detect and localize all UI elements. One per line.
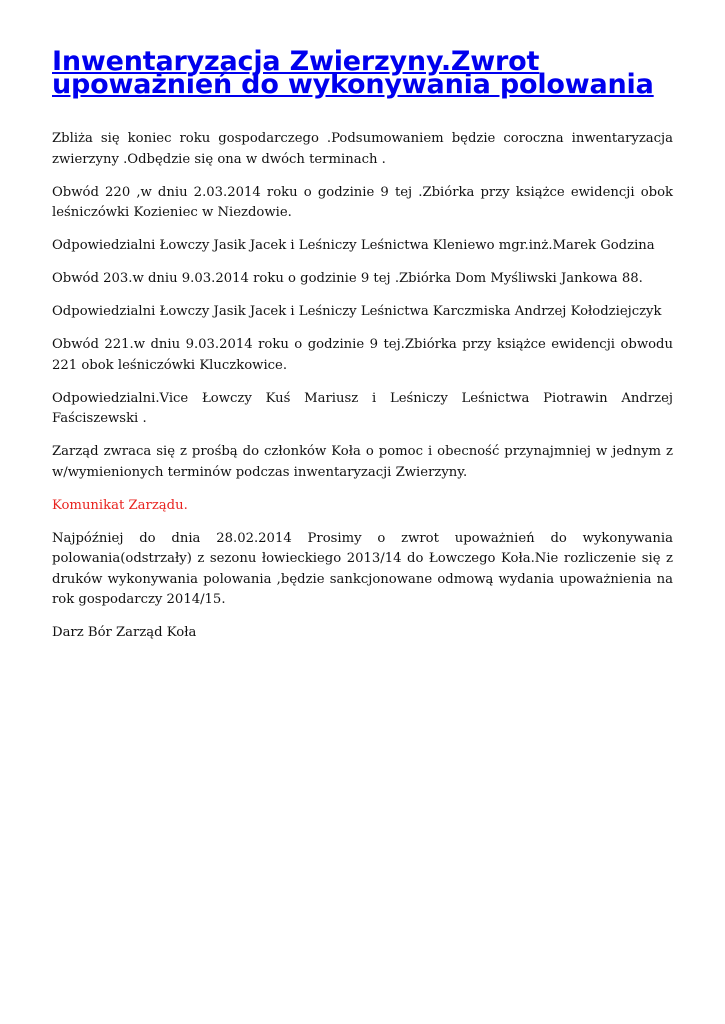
article [52, 46, 673, 656]
circuit-221-paragraph: Obwód 221.w dniu 9.03.2014 roku o godzinie 9 tej.Zbiórka przy książce ewidencji obwodu 221 obok leśniczówki Kluczkowice. [52, 337, 673, 373]
circuit-221-responsible: Odpowiedzialni.Vice Łowczy Kuś Mariusz i Leśniczy Leśnictwa Piotrawin Andrzej Faściszewski . [52, 390, 673, 426]
signature-paragraph: Darz Bór Zarząd Koła [52, 625, 197, 640]
circuit-203-paragraph: Obwód 203.w dniu 9.03.2014 roku o godzinie 9 tej .Zbiórka Dom Myśliwski Jankowa 88. [52, 271, 643, 286]
board-request-paragraph: Zarząd zwraca się z prośbą do członków Koła o pomoc i obecność przynajmniej w jednym z w/wymienionych terminów podczas inwentaryzacji Zwierzyny. [52, 444, 673, 480]
board-notice-heading: Komunikat Zarządu. [52, 497, 188, 513]
intro-paragraph: Zbliża się koniec roku gospodarczego .Podsumowaniem będzie coroczna inwentaryzacja zwierzyny .Odbędzie się ona w dwóch terminach . [52, 131, 673, 167]
circuit-220-responsible: Odpowiedzialni Łowczy Jasik Jacek i Leśniczy Leśnictwa Kleniewo mgr.inż.Marek Godzina [52, 238, 655, 253]
circuit-220-paragraph: Obwód 220 ,w dniu 2.03.2014 roku o godzinie 9 tej .Zbiórka przy książce ewidencji obok leśniczówki Kozieniec w Niezdowie. [52, 184, 673, 220]
title-link[interactable]: Inwentaryzacja Zwierzyny.Zwrot upoważnień do wykonywania polowania [52, 46, 654, 100]
page-title [52, 46, 673, 100]
circuit-203-responsible: Odpowiedzialni Łowczy Jasik Jacek i Leśniczy Leśnictwa Karczmiska Andrzej Kołodziejczyk [52, 304, 662, 319]
authorization-return-paragraph: Najpóźniej do dnia 28.02.2014 Prosimy o zwrot upoważnień do wykonywania polowania(odstrzały) z sezonu łowieckiego 2013/14 do Łowczego Koła.Nie rozliczenie się z druków wykonywania polowania ,będzie sankcjonowane odmową wydania upoważnienia na rok gospodarczy 2014/15. [52, 530, 673, 607]
